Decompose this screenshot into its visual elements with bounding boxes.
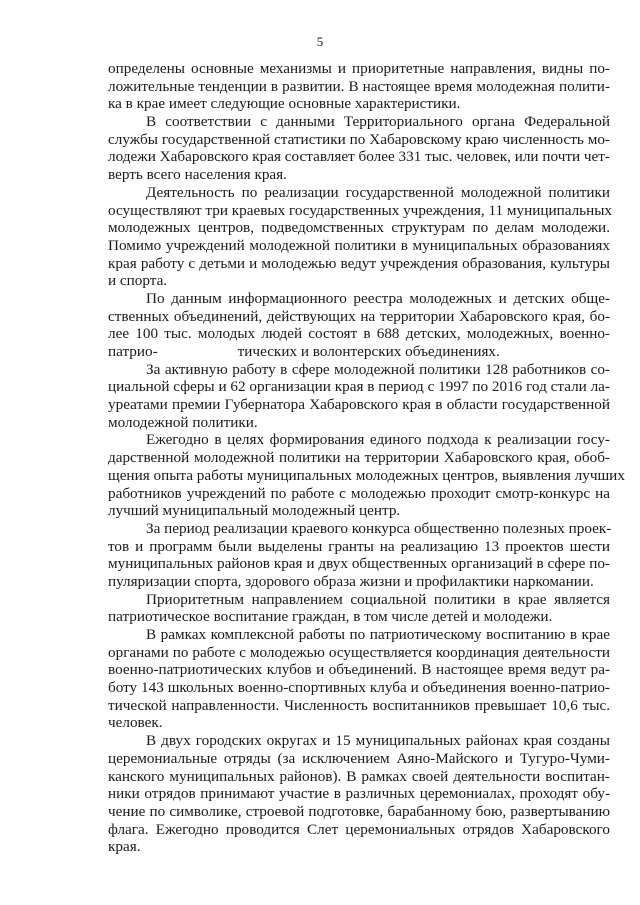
paragraph [108, 60, 610, 113]
text-line: пуляризации спорта, здорового образа жизни и профилактики наркомании. [108, 572, 594, 590]
text-line: В двух городских округах и 15 муниципальных районах края созданы [146, 732, 610, 750]
text-line: человек. [108, 714, 163, 732]
text-line: циальной сферы и 62 организации края в период с 1997 по 2016 год стали ла- [108, 378, 610, 396]
text-line: В соответствии с данными Территориального органа Федеральной [146, 113, 610, 131]
text-line: чение по символике, строевой подготовке, барабанному бою, развертыванию [108, 802, 610, 820]
paragraph [108, 732, 610, 856]
text-line: службы государственной статистики по Хабаровскому краю численность мо- [108, 130, 610, 148]
text-line: тической направленности. Численность воспитанников превышает 10,6 тыс. [108, 696, 610, 714]
text-line: края работу с детьми и молодежью ведут учреждения образования, культуры [108, 254, 610, 272]
text-line: боту 143 школьных военно-спортивных клуба и объединения военно-патрио- [108, 679, 610, 697]
text-line: щения опыта работы муниципальных молодежных центров, выявления лучших [108, 466, 625, 484]
paragraph [108, 520, 610, 591]
text-line: дарственной молодежной политики на территории Хабаровского края, обоб- [108, 449, 610, 467]
text-line: осуществляют три краевых государственных учреждения, 11 муниципальных [108, 201, 613, 219]
text-line: ственных объединений, действующих на территории Хабаровского края, бо- [108, 307, 610, 325]
paragraph [108, 183, 613, 290]
text-line: лодежи Хабаровского края составляет более 331 тыс. человек, или почти чет- [108, 148, 610, 166]
text-line: лее 100 тыс. молодых людей состоят в 688 детских, молодежных, военно- [108, 325, 610, 343]
text-line: определены основные механизмы и приоритетные направления, видны по- [108, 60, 610, 77]
page-number: 5 [316, 34, 324, 49]
text-line: края. [108, 838, 141, 856]
text-line: В рамках комплексной работы по патриотическому воспитанию в крае [146, 626, 610, 643]
text-line: Ежегодно в целях формирования единого подхода к реализации госу- [146, 431, 610, 449]
text-line: патрио- тических и волонтерских объединениях. [108, 343, 500, 360]
document-body [108, 60, 625, 856]
text-line: патриотическое воспитание граждан, в том числе детей и молодежи. [108, 608, 553, 626]
text-line: канского муниципальных районов). В рамках своей деятельности воспитан- [108, 767, 610, 785]
paragraph [108, 431, 625, 520]
text-line: верть всего населения края. [108, 166, 287, 184]
text-line: церемониальные отряды (за исключением Аяно-Майского и Тугуро-Чуми- [108, 749, 610, 767]
paragraph [108, 591, 610, 626]
text-line: За активную работу в сфере молодежной политики 128 работников со- [146, 360, 610, 378]
text-line: тов и программ были выделены гранты на реализацию 13 проектов шести [108, 537, 610, 555]
text-line: уреатами премии Губернатора Хабаровского края в области государственной [108, 396, 610, 414]
text-line: ка в крае имеет следующие основные характеристики. [108, 95, 461, 113]
text-line: органами по работе с молодежью осуществляется координация деятельности [108, 643, 610, 661]
text-line: флага. Ежегодно проводится Слет церемониальных отрядов Хабаровского [108, 820, 610, 838]
text-line: молодежной политики. [108, 413, 258, 431]
text-line: ложительные тенденции в развитии. В настоящее время молодежная полити- [108, 77, 610, 95]
text-line: По данным информационного реестра молодежных и детских обще- [146, 289, 610, 307]
text-line: молодежных центров, подведомственных структурам по делам молодежи. [108, 219, 610, 237]
text-line: Помимо учреждений молодежной политики в муниципальных образованиях [108, 236, 610, 254]
paragraph [108, 113, 610, 184]
text-line: За период реализации краевого конкурса общественно полезных проек- [146, 519, 612, 537]
paragraph [108, 290, 610, 361]
text-line: работников учреждений по работе с молодежью проходит смотр-конкурс на [108, 484, 610, 502]
text-line: ники отрядов принимают участие в различных церемониалах, проходят обу- [108, 785, 610, 803]
text-line: Приоритетным направлением социальной политики в крае является [146, 590, 610, 608]
text-line: лучший муниципальный молодежный центр. [108, 502, 401, 520]
text-line: и спорта. [108, 272, 168, 290]
paragraph [108, 361, 610, 432]
text-line: Деятельность по реализации государственной молодежной политики [146, 183, 610, 201]
text-line: муниципальных районов края и двух общественных организаций в сфере по- [108, 555, 610, 573]
text-line: военно-патриотических клубов и объединений. В настоящее время ведут ра- [108, 661, 610, 679]
paragraph [108, 626, 610, 732]
